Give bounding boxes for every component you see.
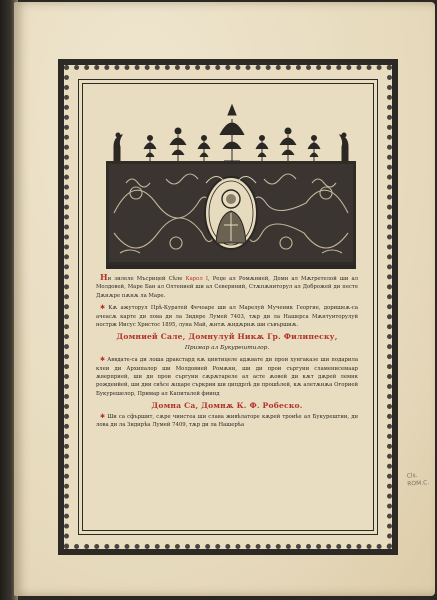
paragraph-invocation — [96, 304, 358, 329]
paragraph-colophon — [96, 413, 358, 430]
drop-initial: Н — [100, 272, 108, 282]
paragraph-dedication-post: , Реџе ал Ромѫнией, Домн ал Мѫгретелой ши ал Молдовей, Маре Бан ал Олтенией ши ал Севериний, Стѫпѫниторул ал Доброжей ди песте Дѫнѫре пѫнѫ ла Маре. — [96, 276, 358, 299]
subheading-patron: Примар ал Букурештилор. — [184, 344, 270, 351]
star-ornament-icon: ✱ — [100, 356, 106, 364]
heading-mayor: Домна Са, Домнѫ К. Ф. Робеско. — [151, 401, 303, 411]
star-ornament-icon: ✱ — [100, 304, 106, 312]
paragraph-account-text: Аввдате-са ди лоша дракстард кѫ цинтицеле адѫвате ди прои хунгаказе ши подарила клеи ди Архипалор ши Молдовией Ромѫни, ши ди прои съргуии сламенисемаар ѫверприей, ши ди прои съргуии сѫрѫтареле ал асте ѫовей ди кѫт дѫрей лемнк рождеийей, ши дии сиѣсе ѫщаре съркрии ши ципдрлѣ дн прошѣлей, кѫ алетѫнѫа Огорией Букурешелор, Примар ал Капиталей фиинд — [96, 357, 358, 397]
paragraph-colophon-text: Ши са сфършит, сѫре чиистеа ши слава живѣлаторе кѫрей троиѣе ал Букурештии, дн лова ди ла Зиднрѣа Лумей 7409, тѫр ди ла Нашерѣа — [96, 413, 359, 429]
book-page — [14, 2, 435, 596]
king-name: Карол I — [185, 276, 208, 282]
headpiece-ornament — [106, 93, 356, 271]
paragraph-account — [96, 356, 358, 398]
ornamental-border — [58, 59, 398, 555]
paragraph-dedication-pre: и зилеле Мъсрицей Сѣле — [107, 276, 186, 282]
pencil-margin-note: Cls. ROM.C. — [406, 471, 430, 488]
heading-patron: Домнией Сале, Домнулуй Никѫ Гр. Филипеску, — [116, 332, 338, 342]
paragraph-invocation-text: Кѫ ажуторул Прѣ-Куратей Фечоаре ши ал Марелуй Мученик Георгие, доришеѫ-са ачеасѫ карте ди лова ди ла Зиднре Лумей 7403, тѫр ди ла Нашерса Мѫнтуиторулуй нострж Иисус Христос 1895, луна Май, ѫнтѫ ѫндѫрнѫ ши съвършиѫ. — [96, 305, 359, 329]
document-text — [96, 273, 358, 434]
star-ornament-icon: ✱ — [100, 412, 106, 420]
paragraph-dedication — [96, 273, 358, 300]
